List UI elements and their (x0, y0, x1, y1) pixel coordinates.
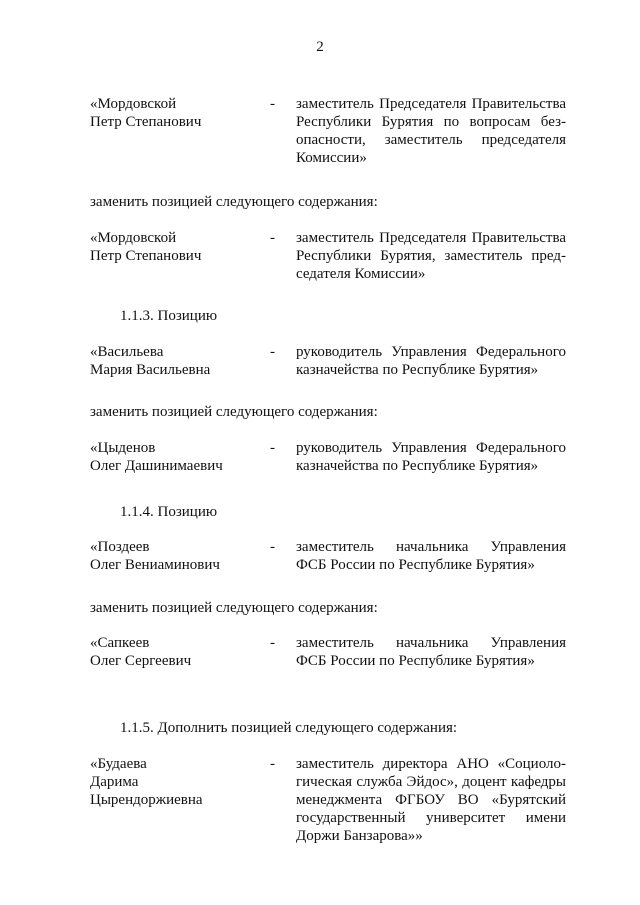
description-line: ФСБ России по Республике Бурятия» (296, 557, 535, 573)
person-name (90, 229, 260, 265)
description-line: руководитель Управления Федерального (296, 344, 566, 360)
position-description (296, 439, 566, 475)
person-name-line: Цырендоржиевна (90, 792, 203, 808)
description-line: заместитель начальника Управления (296, 539, 566, 555)
description-line: Республики Бурятия, заместитель пред- (296, 248, 566, 264)
replace-instruction: заменить позицией следующего содержания: (90, 600, 378, 616)
description-line: Республики Бурятия по вопросам без- (296, 114, 566, 130)
person-name-line: «Сапкеев (90, 635, 150, 651)
person-name (90, 538, 260, 574)
description-line: ФСБ России по Республике Бурятия» (296, 653, 535, 669)
description-line: заместитель Председателя Правительства (296, 230, 566, 246)
section-heading-1-1-5: 1.1.5. Дополнить позицией следующего содержания: (120, 720, 458, 736)
position-description (296, 95, 566, 167)
section-heading-1-1-3: 1.1.3. Позицию (120, 308, 218, 324)
position-entry-pozdeev (90, 538, 566, 574)
position-entry-mordovskoy-new (90, 229, 566, 283)
person-name-line: Петр Степанович (90, 114, 202, 130)
person-name-line: «Мордовской (90, 230, 177, 246)
person-name (90, 755, 260, 809)
dash-separator: - (270, 96, 275, 112)
person-name-line: Дарима (90, 774, 139, 790)
replace-instruction: заменить позицией следующего содержания: (90, 194, 378, 210)
description-line: заместитель начальника Управления (296, 635, 566, 651)
person-name-line: «Поздеев (90, 539, 150, 555)
section-heading-1-1-4: 1.1.4. Позицию (120, 504, 218, 520)
description-line: заместитель директора АНО «Социоло- (296, 756, 566, 772)
dash-separator: - (270, 539, 275, 555)
description-line: Комиссии» (296, 150, 367, 166)
description-line: Доржи Банзарова»» (296, 828, 423, 844)
dash-separator: - (270, 635, 275, 651)
position-description (296, 634, 566, 670)
dash-separator: - (270, 756, 275, 772)
page-number: 2 (316, 39, 324, 55)
person-name (90, 95, 260, 131)
description-line: заместитель Председателя Правительства (296, 96, 566, 112)
person-name-line: «Мордовской (90, 96, 177, 112)
description-line: гическая служба Эйдос», доцент кафедры (296, 774, 566, 790)
position-description (296, 755, 566, 845)
position-description (296, 229, 566, 283)
person-name-line: «Будаева (90, 756, 147, 772)
description-line: казначейства по Республике Бурятия» (296, 458, 539, 474)
position-entry-vasilyeva (90, 343, 566, 379)
person-name (90, 634, 260, 670)
description-line: менеджмента ФГБОУ ВО «Бурятский (296, 792, 566, 808)
description-line: седателя Комиссии» (296, 266, 426, 282)
replace-instruction: заменить позицией следующего содержания: (90, 404, 378, 420)
person-name-line: Олег Дашинимаевич (90, 458, 223, 474)
position-entry-sapkeev (90, 634, 566, 670)
person-name-line: «Цыденов (90, 440, 156, 456)
description-line: опасности, заместитель председателя (296, 132, 566, 148)
person-name-line: Мария Васильевна (90, 362, 211, 378)
position-description (296, 538, 566, 574)
dash-separator: - (270, 440, 275, 456)
description-line: казначейства по Республике Бурятия» (296, 362, 539, 378)
position-entry-budaeva (90, 755, 566, 845)
position-entry-tsydenov (90, 439, 566, 475)
description-line: руководитель Управления Федерального (296, 440, 566, 456)
person-name (90, 343, 260, 379)
person-name-line: Олег Сергеевич (90, 653, 192, 669)
person-name (90, 439, 260, 475)
description-line: государственный университет имени (296, 810, 566, 826)
dash-separator: - (270, 344, 275, 360)
position-entry-mordovskoy-old (90, 95, 566, 167)
person-name-line: «Васильева (90, 344, 164, 360)
dash-separator: - (270, 230, 275, 246)
person-name-line: Олег Вениаминович (90, 557, 220, 573)
person-name-line: Петр Степанович (90, 248, 202, 264)
position-description (296, 343, 566, 379)
